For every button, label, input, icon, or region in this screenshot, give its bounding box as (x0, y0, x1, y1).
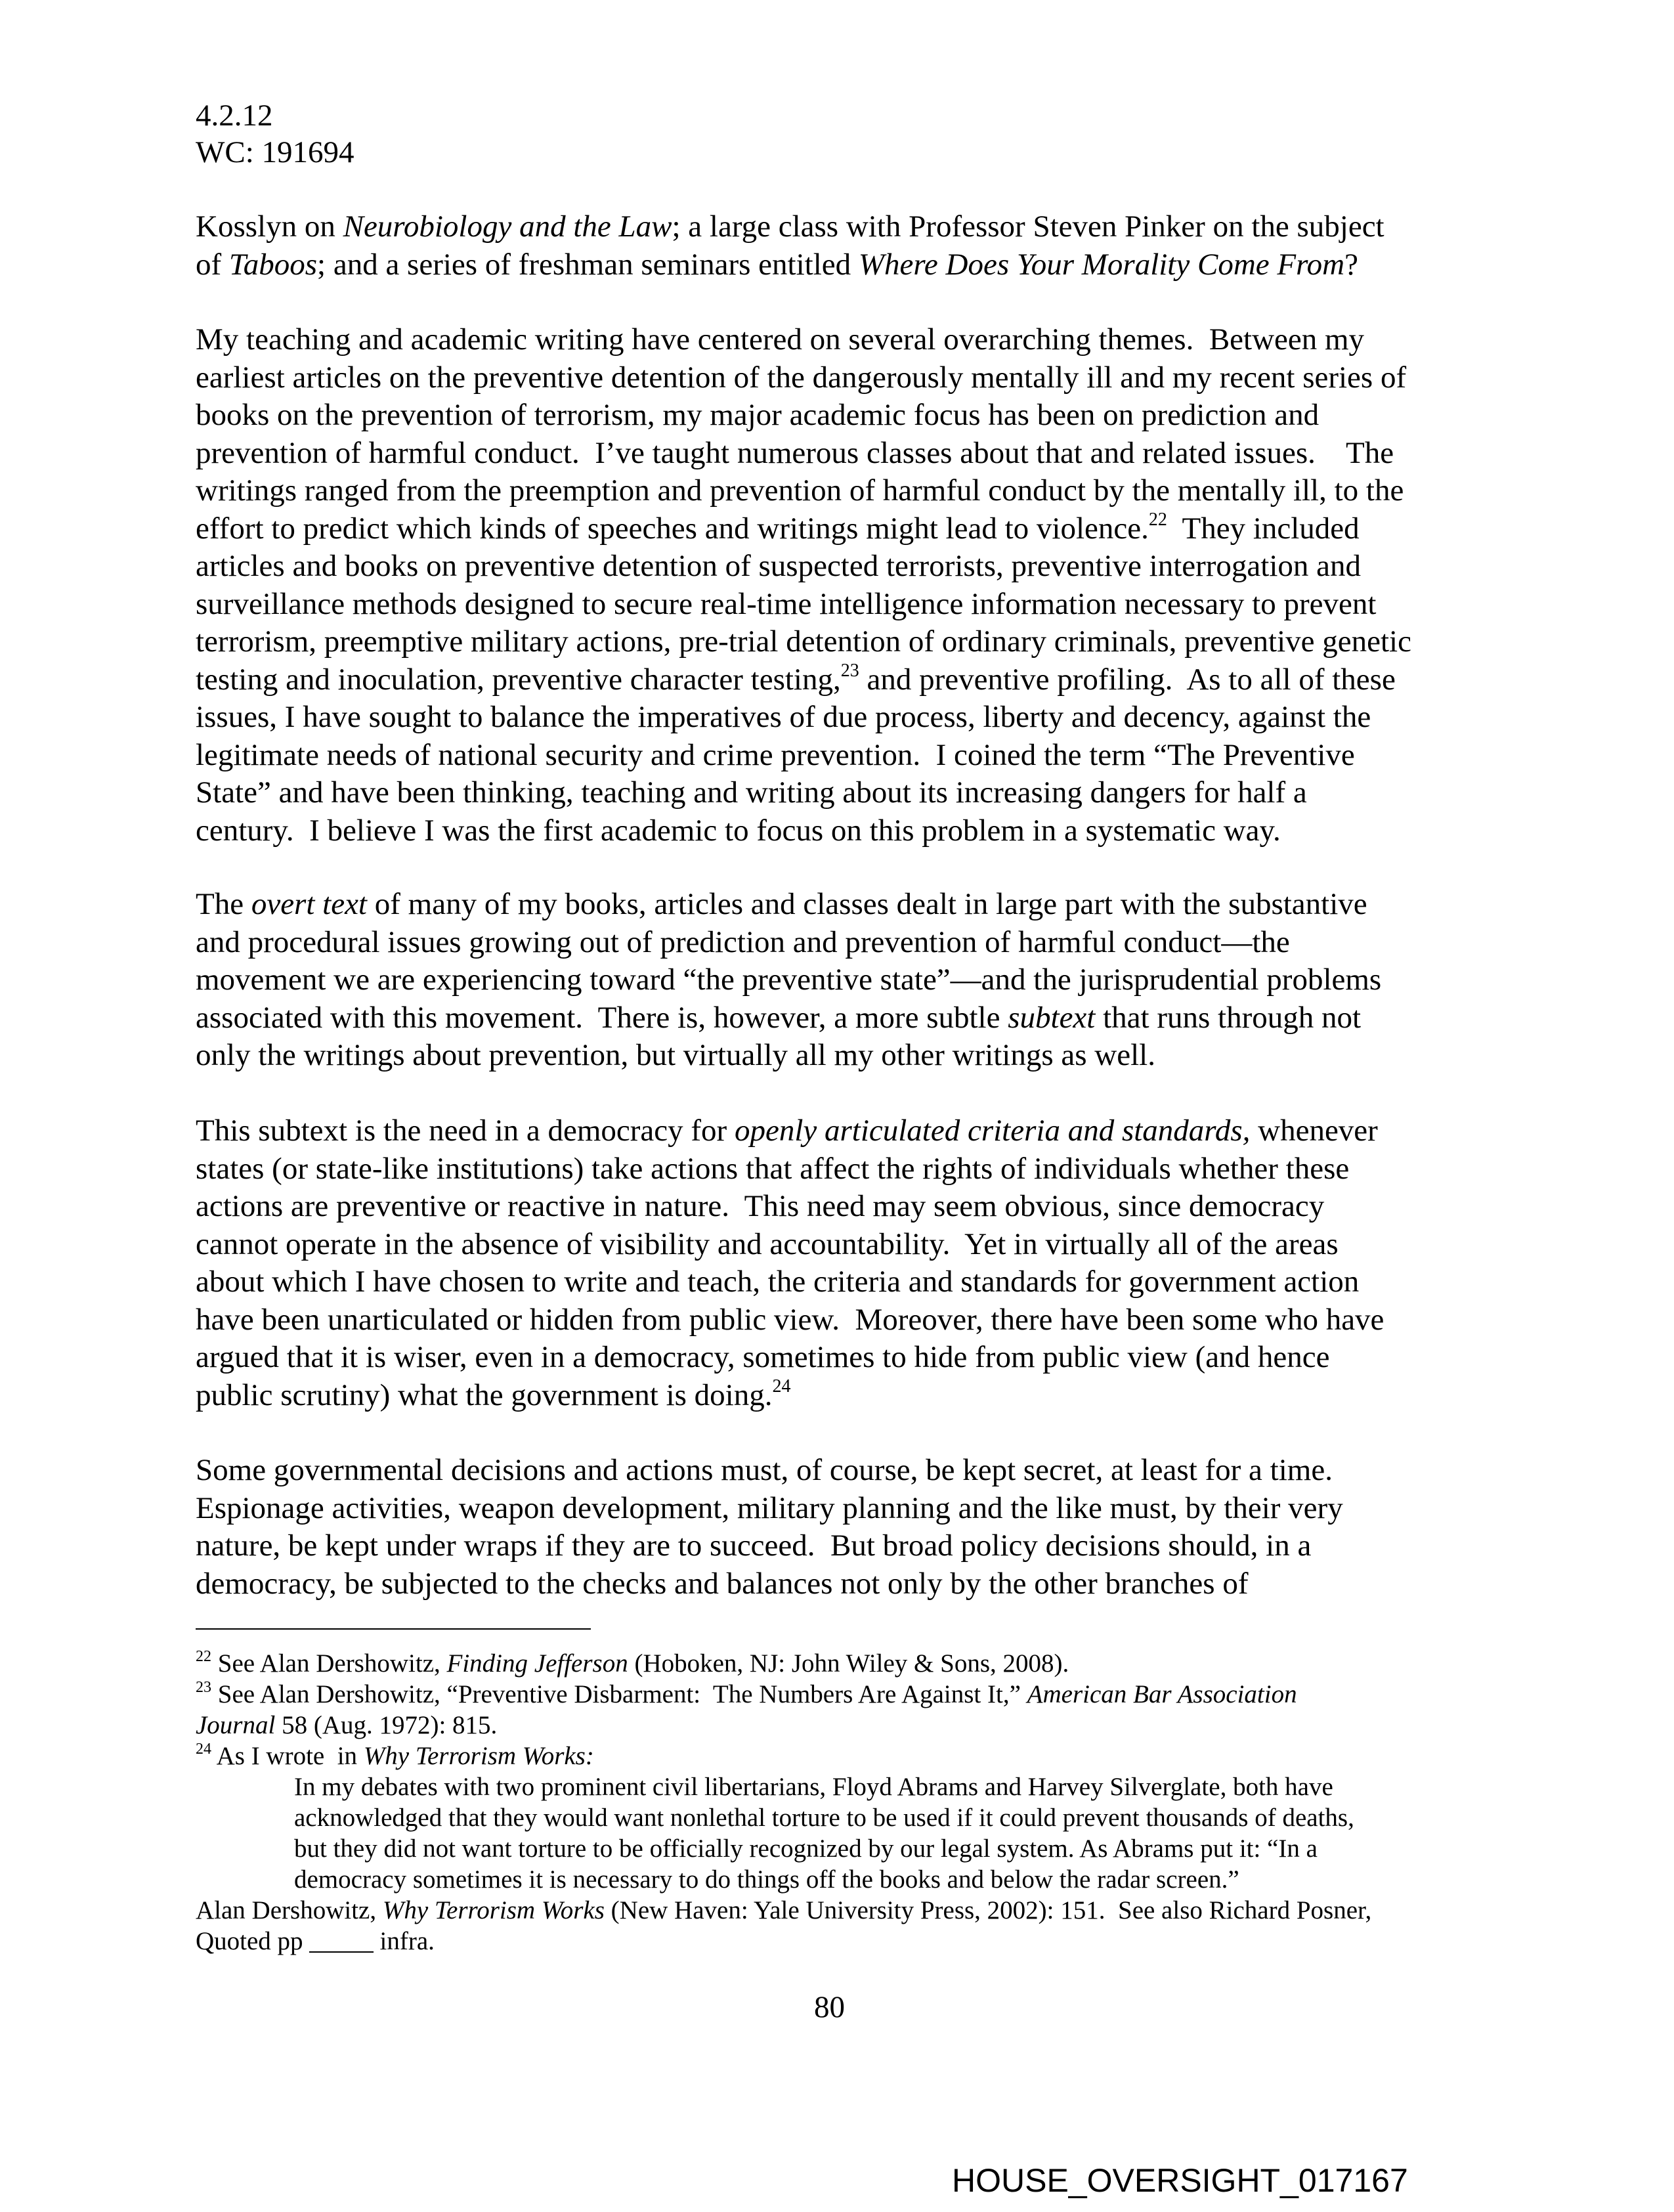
text-run: nature, be kept under wraps if they are to succeed. But broad policy decisions should, in a (196, 1529, 1312, 1563)
text-run: Some governmental decisions and actions must, of course, be kept secret, at least for a time. (196, 1453, 1333, 1487)
footnote-23 (196, 1679, 1482, 1741)
paragraph-line (196, 1263, 1482, 1301)
footnote-blockquote (196, 1771, 1482, 1895)
text-run: This subtext is the need in a democracy for (196, 1114, 735, 1148)
paragraph-subtext (196, 1112, 1482, 1414)
bates-number: HOUSE_OVERSIGHT_017167 (952, 2162, 1408, 2199)
paragraph-line (196, 1490, 1482, 1528)
paragraph-line (196, 886, 1482, 924)
italic-text: Where Does Your Morality Come From (858, 247, 1345, 282)
document-header (196, 97, 354, 171)
italic-text: subtext (1008, 1000, 1096, 1035)
text-run: surveillance methods designed to secure real-time intelligence information necessary to prevent (196, 586, 1377, 621)
text-run: acknowledged that they would want nonlethal torture to be used if it could prevent thousands of deaths, (294, 1804, 1354, 1832)
footnote-line (196, 1895, 1482, 1926)
text-run: and preventive profiling. As to all of these (859, 662, 1396, 697)
text-run: In my debates with two prominent civil libertarians, Floyd Abrams and Harvey Silverglate, both have (294, 1773, 1333, 1801)
footnote-separator (196, 1628, 591, 1630)
text-run: (New Haven: Yale University Press, 2002): 151. See also Richard Posner, (604, 1896, 1372, 1924)
paragraph-line (196, 1452, 1482, 1490)
paragraph-line (196, 737, 1482, 775)
text-run: earliest articles on the preventive detention of the dangerously mentally ill and my recent series of (196, 360, 1407, 395)
text-run: The (196, 887, 251, 921)
paragraph-line (196, 1037, 1482, 1075)
text-run: Kosslyn on (196, 209, 343, 244)
paragraph-line (196, 1527, 1482, 1565)
text-run: but they did not want torture to be officially recognized by our legal system. As Abrams put it: “In a (294, 1834, 1318, 1863)
text-run: They included (1167, 511, 1360, 546)
text-run: testing and inoculation, preventive character testing, (196, 662, 841, 697)
text-run: prevention of harmful conduct. I’ve taught numerous classes about that and related issues. The (196, 435, 1394, 470)
text-run: books on the prevention of terrorism, my major academic focus has been on prediction and (196, 398, 1320, 432)
text-run: ; and a series of freshman seminars entitled (317, 247, 859, 282)
text-run: legitimate needs of national security and crime prevention. I coined the term “The Preventive (196, 737, 1355, 772)
paragraph-line (196, 1150, 1482, 1188)
text-run: and procedural issues growing out of prediction and prevention of harmful conduct—the (196, 924, 1290, 959)
text-run: articles and books on preventive detention of suspected terrorists, preventive interrogation and (196, 549, 1362, 583)
text-run: democracy sometimes it is necessary to do things off the books and below the radar screen.” (294, 1865, 1239, 1894)
paragraph-line (196, 397, 1482, 435)
paragraph-line (196, 510, 1482, 548)
paragraph-continuation (196, 208, 1482, 284)
italic-text: Taboos (228, 247, 318, 282)
text-run: that runs through not (1095, 1000, 1362, 1035)
text-run: State” and have been thinking, teaching and writing about its increasing dangers for half a (196, 775, 1307, 810)
paragraph-overt-text (196, 886, 1482, 1075)
text-run: states (or state-like institutions) take actions that affect the rights of individuals whether these (196, 1151, 1350, 1186)
paragraph-line (196, 1339, 1482, 1377)
footnotes (196, 1648, 1482, 1957)
paragraph-line (196, 661, 1482, 699)
paragraph-line (196, 999, 1482, 1037)
italic-text: American Bar Association (1027, 1680, 1297, 1708)
text-run: See Alan Dershowitz, (211, 1649, 447, 1678)
footnote-line (196, 1926, 1482, 1957)
text-run: (Hoboken, NJ: John Wiley & Sons, 2008). (628, 1649, 1069, 1678)
header-word-count: WC: 191694 (196, 135, 354, 169)
paragraph-line (196, 961, 1482, 999)
paragraph-line (196, 246, 1482, 284)
paragraph-line (196, 586, 1482, 624)
paragraph-line (196, 1301, 1482, 1339)
text-run: Alan Dershowitz, (196, 1896, 383, 1924)
text-run: terrorism, preemptive military actions, pre-trial detention of ordinary criminals, preventive genetic (196, 624, 1411, 659)
text-run: actions are preventive or reactive in nature. This need may seem obvious, since democracy (196, 1189, 1325, 1223)
footnote-24 (196, 1741, 1482, 1957)
footnote-number: 22 (196, 1648, 211, 1665)
italic-text: Finding Jefferson (446, 1649, 628, 1678)
footnote-line (196, 1648, 1482, 1679)
text-run: See Alan Dershowitz, “Preventive Disbarment: The Numbers Are Against It,” (211, 1680, 1027, 1708)
paragraph-line (196, 1226, 1482, 1264)
header-date: 4.2.12 (196, 98, 273, 133)
text-run: have been unarticulated or hidden from public view. Moreover, there have been some who have (196, 1302, 1384, 1337)
text-run: My teaching and academic writing have centered on several overarching themes. Between my (196, 322, 1365, 357)
text-run: ? (1344, 247, 1358, 282)
blockquote-line (294, 1833, 1482, 1864)
italic-text: Neurobiology and the Law (343, 209, 672, 244)
blockquote-line (294, 1864, 1482, 1895)
paragraph-line (196, 1112, 1482, 1150)
paragraph-line (196, 359, 1482, 397)
paragraph-line (196, 623, 1482, 661)
italic-text: Why Terrorism Works: (363, 1742, 594, 1770)
footnote-line (196, 1679, 1482, 1710)
paragraph-line (196, 472, 1482, 510)
paragraph-secrecy (196, 1452, 1482, 1603)
italic-text: Why Terrorism Works (382, 1896, 605, 1924)
text-run: associated with this movement. There is, however, a more subtle (196, 1000, 1008, 1035)
text-run: century. I believe I was the first academic to focus on this problem in a systematic way. (196, 813, 1281, 848)
paragraph-line (196, 1377, 1482, 1415)
text-run: 58 (Aug. 1972): 815. (275, 1711, 498, 1739)
page-number: 80 (814, 1990, 845, 2024)
footnote-22 (196, 1648, 1482, 1679)
paragraph-line (196, 812, 1482, 850)
text-run: As I wrote in (211, 1742, 364, 1770)
footnote-reference[interactable]: 24 (772, 1376, 791, 1397)
footnote-reference[interactable]: 22 (1148, 509, 1167, 530)
footnote-reference[interactable]: 23 (840, 660, 859, 681)
text-run: Espionage activities, weapon development, military planning and the like must, by their very (196, 1490, 1343, 1525)
paragraph-line (196, 1188, 1482, 1226)
paragraph-line (196, 774, 1482, 812)
paragraph-line (196, 924, 1482, 962)
text-run: cannot operate in the absence of visibility and accountability. Yet in virtually all of the areas (196, 1226, 1339, 1261)
paragraph-line (196, 321, 1482, 359)
text-run: only the writings about prevention, but virtually all my other writings as well. (196, 1038, 1155, 1072)
paragraph-line (196, 699, 1482, 737)
text-run: ; a large class with Professor Steven Pinker on the subject (672, 209, 1384, 244)
italic-text: overt text (251, 887, 367, 921)
text-run: about which I have chosen to write and teach, the criteria and standards for government action (196, 1265, 1360, 1299)
footnote-line (196, 1741, 1482, 1771)
footnote-number: 23 (196, 1679, 211, 1696)
paragraph-line (196, 208, 1482, 246)
footnote-line (196, 1710, 1482, 1741)
text-run: issues, I have sought to balance the imperatives of due process, liberty and decency, against the (196, 700, 1371, 734)
text-run: public scrutiny) what the government is doing. (196, 1377, 773, 1412)
text-run: effort to predict which kinds of speeches and writings might lead to violence. (196, 511, 1149, 546)
text-run: of many of my books, articles and classes dealt in large part with the substantive (367, 887, 1367, 921)
blockquote-line (294, 1771, 1482, 1802)
paragraph-line (196, 1565, 1482, 1603)
italic-text: Journal (196, 1711, 276, 1739)
text-run: democracy, be subjected to the checks and balances not only by the other branches of (196, 1566, 1249, 1601)
blockquote-line (294, 1802, 1482, 1833)
paragraph-line (196, 435, 1482, 473)
footnote-number: 24 (196, 1741, 211, 1758)
text-run: writings ranged from the preemption and prevention of harmful conduct by the mentally ill, to the (196, 473, 1404, 508)
text-run: whenever (1250, 1114, 1378, 1148)
text-run: Quoted pp _____ infra. (196, 1927, 435, 1955)
text-run: argued that it is wiser, even in a democracy, sometimes to hide from public view (and hence (196, 1340, 1330, 1374)
text-run: of (196, 247, 229, 282)
italic-text: openly articulated criteria and standards, (734, 1114, 1251, 1148)
paragraph-themes (196, 321, 1482, 850)
text-run: movement we are experiencing toward “the preventive state”—and the jurisprudential problems (196, 963, 1382, 997)
paragraph-line (196, 548, 1482, 586)
